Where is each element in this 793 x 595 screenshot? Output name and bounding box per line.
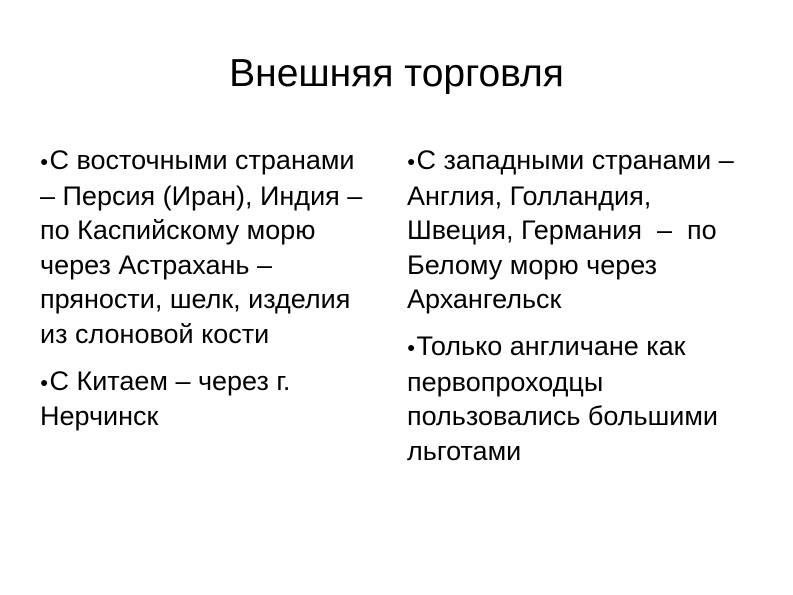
bullet-icon: ● xyxy=(40,373,49,390)
bullet-text: С Китаем – через г. Нерчинск xyxy=(40,365,291,432)
bullet-icon: ● xyxy=(40,153,49,169)
list-item xyxy=(40,143,370,352)
list-item xyxy=(40,364,370,434)
left-column xyxy=(40,143,370,446)
bullet-text: Только англичане как первопроходцы пользовались большими льготами xyxy=(407,330,719,466)
right-column xyxy=(407,143,757,480)
list-item xyxy=(407,329,757,468)
bullet-icon: ● xyxy=(407,338,416,355)
bullet-text: С западными странами – Англия, Голландия, Швеция, Германия – по Белому морю через Архангельск xyxy=(407,145,742,315)
slide-title: Внешняя торговля xyxy=(229,52,564,95)
list-item xyxy=(407,143,757,317)
bullet-text: С восточными странами – Персия (Иран), Индия – по Каспийскому морю через Астрахань – пряности, шелк, изделия из слоновой кости xyxy=(40,145,363,349)
bullet-icon: ● xyxy=(407,153,416,169)
